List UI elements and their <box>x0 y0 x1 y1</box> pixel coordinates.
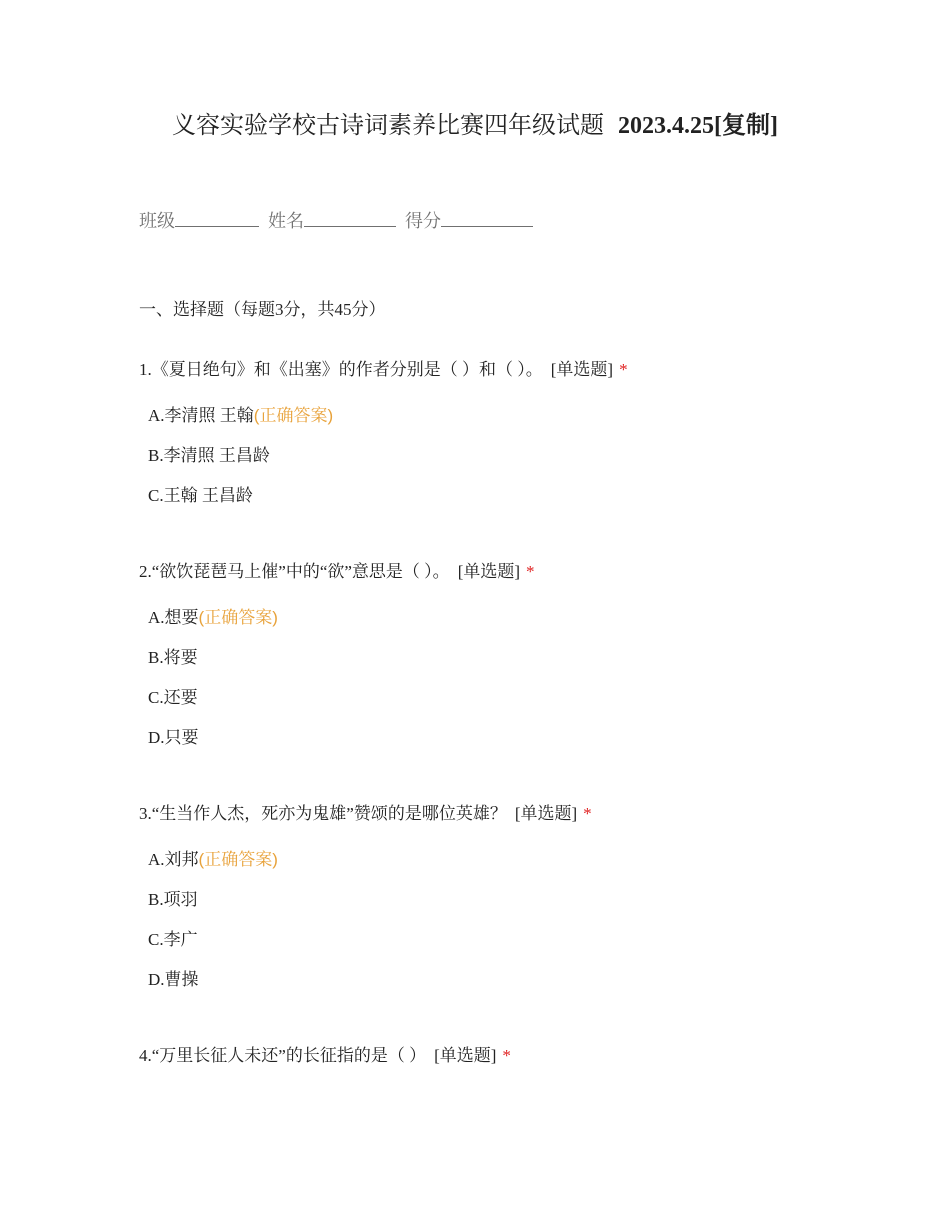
class-blank <box>175 208 259 227</box>
correct-answer-label: (正确答案) <box>253 406 334 425</box>
class-label: 班级 <box>139 211 175 231</box>
title-main: 义容实验学校古诗词素养比赛四年级试题 <box>172 113 604 139</box>
option-1c <box>148 482 253 510</box>
name-blank <box>304 208 396 227</box>
required-mark: * <box>619 360 628 379</box>
title-copy-tag: [复制] <box>714 113 778 139</box>
question-text: 4.“万里长征人未还”的长征指的是（ ） <box>139 1046 427 1065</box>
option-3c <box>148 926 198 954</box>
question-2 <box>139 558 535 586</box>
option-3b <box>148 886 198 914</box>
option-text: B.项羽 <box>148 890 198 909</box>
document-title <box>0 108 950 144</box>
question-3 <box>139 800 592 828</box>
option-text: C.还要 <box>148 688 198 707</box>
score-label: 得分 <box>405 211 442 231</box>
question-type: [单选题] <box>457 562 521 581</box>
option-text: D.只要 <box>148 728 199 747</box>
correct-answer-label: (正确答案) <box>198 850 278 869</box>
question-type: [单选题] <box>514 804 578 823</box>
required-mark: * <box>526 562 535 581</box>
question-text: 3.“生当作人杰，死亦为鬼雄”赞颂的是哪位英雄？ <box>139 804 507 823</box>
option-text: C.李广 <box>148 930 198 949</box>
option-text: A.想要 <box>148 608 199 627</box>
question-text: 2.“欲饮琵琶马上催”中的“欲”意思是（ ）。 <box>139 562 450 581</box>
title-date: 2023.4.25 <box>618 113 714 139</box>
option-2d <box>148 724 199 752</box>
score-blank <box>441 208 533 227</box>
option-1b <box>148 442 270 470</box>
option-1a <box>148 402 333 430</box>
option-2c <box>148 684 198 712</box>
required-mark: * <box>502 1046 511 1065</box>
student-info-line <box>139 206 537 236</box>
option-text: A.李清照 王翰 <box>148 406 254 425</box>
option-text: B.李清照 王昌龄 <box>148 446 270 465</box>
option-text: C.王翰 王昌龄 <box>148 486 253 505</box>
question-type: [单选题] <box>550 360 614 379</box>
question-text: 1.《夏日绝句》和《出塞》的作者分别是（ ）和（ ）。 <box>139 360 543 379</box>
required-mark: * <box>583 804 592 823</box>
question-1 <box>139 356 628 384</box>
option-2a <box>148 604 278 632</box>
option-text: A.刘邦 <box>148 850 199 869</box>
option-3d <box>148 966 199 994</box>
option-text: B.将要 <box>148 648 198 667</box>
option-3a <box>148 846 278 874</box>
question-4 <box>139 1042 511 1070</box>
section-heading: 一、选择题（每题3分，共45分） <box>139 300 386 319</box>
option-text: D.曹操 <box>148 970 199 989</box>
option-2b <box>148 644 198 672</box>
name-label: 姓名 <box>268 211 305 231</box>
correct-answer-label: (正确答案) <box>198 608 278 627</box>
question-type: [单选题] <box>434 1046 497 1065</box>
